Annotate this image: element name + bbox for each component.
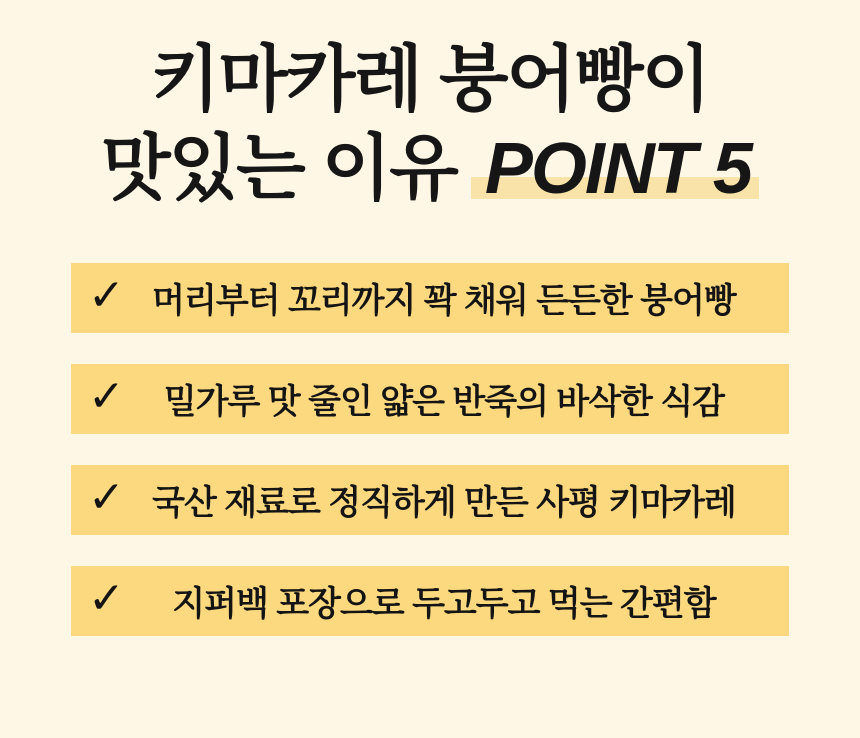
list-item xyxy=(71,263,789,333)
title-line-2-prefix: 맛있는 이유 xyxy=(101,129,457,210)
list-item-text: 밀가루 맛 줄인 얇은 반죽의 바삭한 식감 xyxy=(163,383,725,422)
title-point-highlight: POINT 5 xyxy=(471,129,759,209)
list-item-text: 머리부터 꼬리까지 꽉 채워 든든한 붕어빵 xyxy=(152,282,736,321)
checkmark-icon: ✓ xyxy=(88,572,125,624)
list-item xyxy=(71,364,789,434)
list-item xyxy=(71,566,789,636)
checkmark-icon: ✓ xyxy=(88,471,125,523)
list-item-text: 지퍼백 포장으로 두고두고 먹는 간편함 xyxy=(172,585,716,624)
list-item xyxy=(71,465,789,535)
benefits-list xyxy=(71,263,789,636)
page-title xyxy=(0,0,860,215)
title-line-1: 키마카레 붕어빵이 xyxy=(150,40,710,120)
list-item-text: 국산 재료로 정직하게 만든 사평 키마카레 xyxy=(152,484,736,523)
checkmark-icon: ✓ xyxy=(88,269,125,321)
title-line-2 xyxy=(0,125,860,214)
checkmark-icon: ✓ xyxy=(88,370,125,422)
